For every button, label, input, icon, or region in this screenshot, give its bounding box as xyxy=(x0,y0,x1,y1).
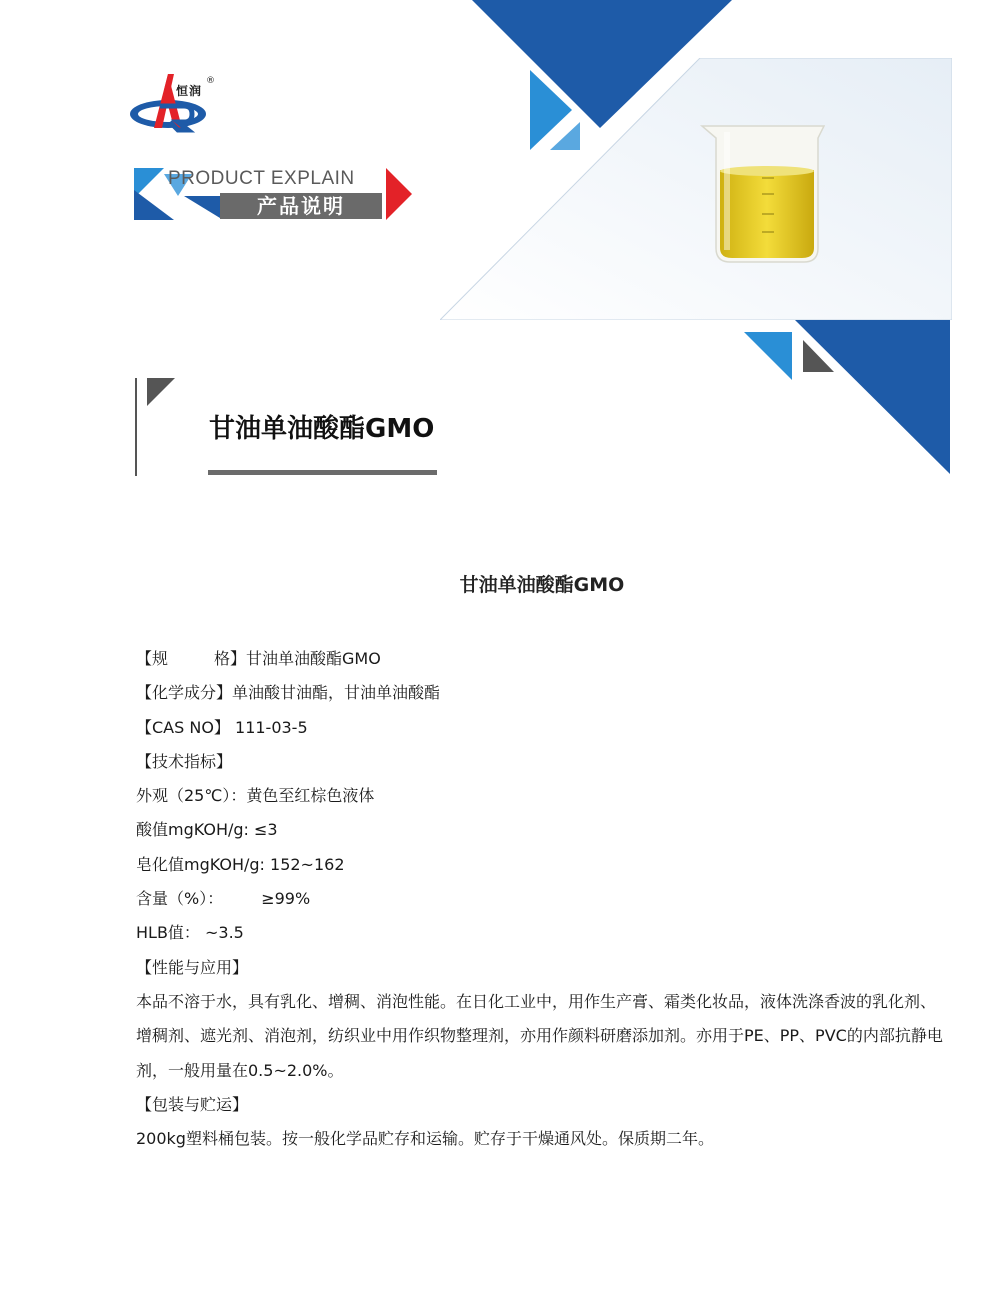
saponification-line: 皂化值mgKOH/g: 152~162 xyxy=(136,854,345,874)
spec-line xyxy=(136,642,951,676)
page-title: 甘油单油酸酯GMO xyxy=(209,414,435,444)
registered-mark: ® xyxy=(206,76,215,86)
product-card xyxy=(440,58,952,320)
packaging-paragraph: 200kg塑料桶包装。按一般化学品贮存和运输。贮存于干燥通风处。保质期二年。 xyxy=(136,1129,714,1149)
bottom-right-blue-triangle xyxy=(744,332,792,380)
title-underline xyxy=(208,470,437,475)
cas-line: 【CAS NO】 111-03-5 xyxy=(136,717,308,737)
bottom-right-big-triangle xyxy=(795,320,950,474)
beaker-image xyxy=(702,126,824,262)
packaging-heading: 【包装与贮运】 xyxy=(136,1094,249,1114)
usage-paragraph: 本品不溶于水，具有乳化、增稠、消泡性能。在日化工业中，用作生产膏、霜类化妆品，液体洗涤香波的乳化剂、增稠剂、遮光剂、消泡剂，纺织业中用作织物整理剂，亦用作颜料研磨添加剂。亦用于PE、PP、PVC的内部抗静电剂，一般用量在0.5~2.0%。 xyxy=(136,991,943,1080)
title-vertical-rule xyxy=(135,378,137,476)
composition-line: 【化学成分】单油酸甘油酯，甘油单油酸酯 xyxy=(136,683,441,703)
spec-label-start: 【规 xyxy=(136,649,169,668)
document-title: 甘油单油酸酯GMO xyxy=(459,574,625,596)
brand-name: 恒润 xyxy=(176,84,203,98)
tech-heading: 【技术指标】 xyxy=(136,751,233,771)
appearance-line: 外观（25℃）：黄色至红棕色液体 xyxy=(136,786,375,806)
title-triangle-icon xyxy=(147,378,175,406)
company-logo xyxy=(128,70,228,140)
acid-value-line: 酸值mgKOH/g: ≤3 xyxy=(136,820,278,840)
product-explain-banner xyxy=(134,168,414,222)
spec-value: 甘油单油酸酯GMO xyxy=(246,649,381,668)
content-label: 含量（%）： xyxy=(136,889,224,909)
spec-label-end: 格】 xyxy=(214,649,247,668)
content-value: ≥99% xyxy=(261,889,311,909)
content-line xyxy=(136,882,951,916)
document-body xyxy=(136,642,951,1156)
banner-english: PRODUCT EXPLAIN xyxy=(168,168,355,189)
banner-chinese: 产品说明 xyxy=(257,194,345,218)
hlb-line: HLB值： ~3.5 xyxy=(136,923,244,943)
usage-heading: 【性能与应用】 xyxy=(136,957,249,977)
